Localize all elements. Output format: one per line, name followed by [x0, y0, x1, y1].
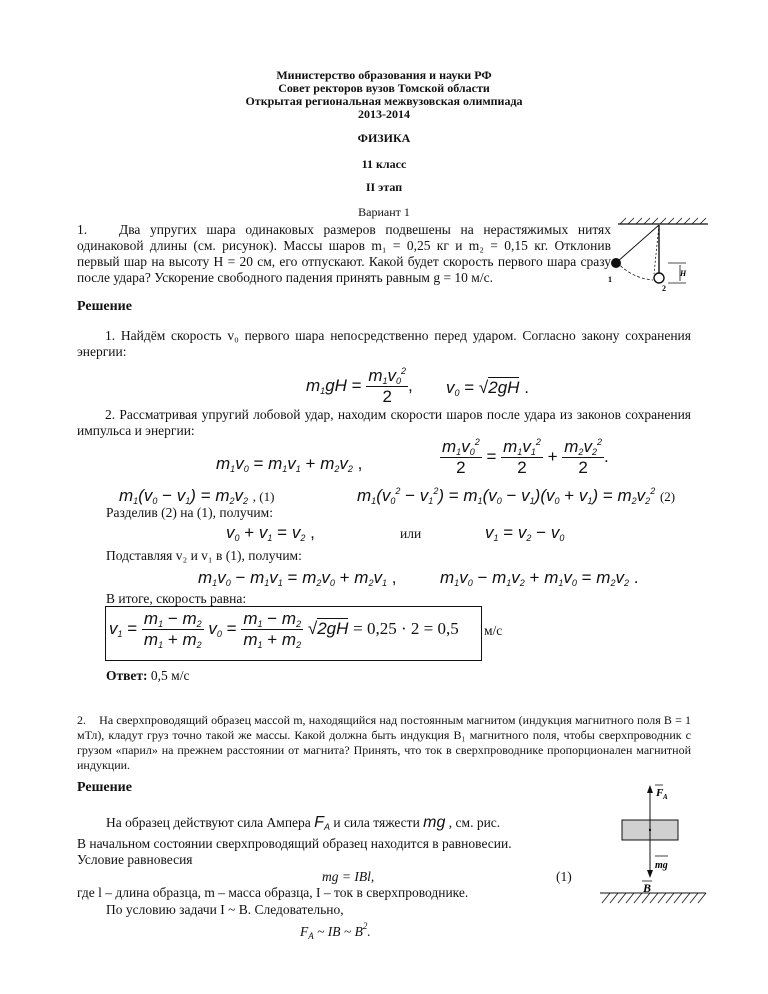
equation-v0: $v_0 = √2gH$ . [446, 378, 529, 398]
balance-equation: mg = IBl, [322, 869, 375, 884]
equation-result: $v_1$ = $\frac{m_1 - m_2}{m_1 + m_2}$ $v_0$ = $\frac{m_1 - m_2}{m_1 + m_2}$ √2gH = 0,25 · 2 = 0,5 [109, 609, 459, 650]
solution1-step1: 1. Найдём скорость v₀ первого шара непосредственно перед ударом. Согласно закону сохранения энергии: [77, 328, 691, 359]
equation-kinetic-energy: $\frac{m_1v_0^2}{2}$ = $\frac{m_1v_1^2}{2}$ + $\frac{m_2v_2^2}{2}$ . [442, 437, 609, 477]
svg-text:B: B [643, 881, 652, 894]
header-ministry: Министерство образования и науки РФ [276, 68, 492, 82]
equation-1: $m_1(v_0 - v_1) = m_2v_2$ , (1) [119, 486, 275, 506]
proportion-equation: $F_A$ ~ IB ~ $B^2$. [300, 921, 371, 941]
equation-momentum: $m_1v_0 = m_1v_1 + m_2v_2$ , [216, 454, 363, 474]
solution2-line5: По условию задачи I ~ B. Следовательно, [106, 902, 344, 917]
stage-label: II этап [365, 180, 403, 194]
grade-label: 11 класс [361, 157, 407, 171]
figure-label-2: 2 [662, 284, 666, 293]
header-year: 2013-2014 [358, 107, 410, 121]
solution2-title: Решение [77, 780, 132, 795]
final-text: В итоге, скорость равна: [106, 591, 247, 606]
problem2-block [77, 713, 691, 773]
pendulum-figure [606, 216, 716, 294]
solution1-title: Решение [77, 299, 132, 314]
gravity-text: и сила тяжести [333, 815, 420, 830]
svg-text:A: A [663, 793, 668, 801]
figure-label-H: H [680, 269, 687, 278]
figure-label-1: 1 [608, 275, 612, 284]
equation-energy: $m_1gH$ = $\frac{m_1v_0^2}{2}$ , [306, 366, 413, 406]
variant-label: Вариант 1 [358, 205, 410, 219]
header-council: Совет ректоров вузов Томской области [278, 81, 490, 95]
equation-4: $v_1 = v_2 - v_0$ [485, 523, 565, 543]
magnet-ground [598, 890, 708, 906]
solution2-line1: На образец действуют сила Ампера $F_A$ и сила тяжести mg , см. рис. [106, 814, 501, 832]
see-figure-text: , см. рис. [448, 815, 501, 830]
solution2-line3: Условие равновесия [77, 852, 193, 867]
equation-5: $m_1v_0 - m_1v_1 = m_2v_0 + m_2v_1$ , [198, 568, 397, 588]
divide-text: Разделив (2) на (1), получим: [106, 505, 273, 520]
solution2-line2: В начальном состоянии сверхпроводящий образец находится в равновесии. [77, 836, 512, 851]
problem1-text: Два упругих шара одинаковых размеров подвешены на нерастяжимых нитях одинаковой длины (см. рисунок). Массы шаров m₁ = 0,25 кг и m₂ = 0,15 кг. Отклонив первый шар на высоту H = 20 см, его отпускают. Какой будет скорость первого шара сразу после удара? Ускорение свободного падения принять равным g = 10 м/с. [77, 222, 611, 285]
arrow-down-icon [647, 870, 653, 878]
solution2-line4: где l – длина образца, m – масса образца, I – ток в сверхпроводнике. [77, 885, 469, 900]
answer-value: 0,5 м/с [150, 668, 190, 683]
ampere-force-text: На образец действуют сила Ампера [106, 815, 311, 830]
equation-3: $v_0 + v_1 = v_2$ , [226, 523, 315, 543]
problem2-text: На сверхпроводящий образец массой m, находящийся над постоянным магнитом (индукция магнитного поля B = 1 мТл), кладут груз точно такой же массы. Какой должна быть индукция B₁ магнитного поля, чтобы сверхпроводник с грузом «парил» на прежнем расстоянии от магнита? Принять, что ток в сверхпроводнике пропорционален магнитной индукции. [77, 713, 691, 772]
result-unit: м/с [484, 623, 503, 638]
svg-text:F: F [656, 787, 664, 799]
answer [106, 668, 189, 684]
subject-title: ФИЗИКА [357, 131, 411, 145]
problem2-number: 2. [77, 713, 86, 727]
or-text: или [400, 526, 422, 541]
svg-text:mg: mg [655, 860, 668, 871]
equation-2: $m_1(v_0^2 - v_1^2) = m_1(v_0 - v_1)(v_0 + v_1) = m_2v_2^2$ (2) [357, 486, 676, 506]
substitute-text: Подставляя v₂ и v₁ в (1), получим: [106, 548, 302, 563]
balance-equation-number: (1) [556, 869, 572, 884]
problem1-number: 1. [77, 222, 88, 237]
answer-label: Ответ: [106, 668, 148, 683]
superconductor-figure [598, 782, 708, 894]
header-olympiad: Открытая региональная межвузовская олимпиада [245, 94, 523, 108]
solution1-step2: 2. Рассматривая упругий лобовой удар, находим скорости шаров после удара из законов сохранения импульса и энергии: [77, 407, 691, 438]
arrow-up-icon [647, 785, 653, 793]
equation-6: $m_1v_0 - m_1v_2 + m_1v_0 = m_2v_2$ . [440, 568, 639, 588]
